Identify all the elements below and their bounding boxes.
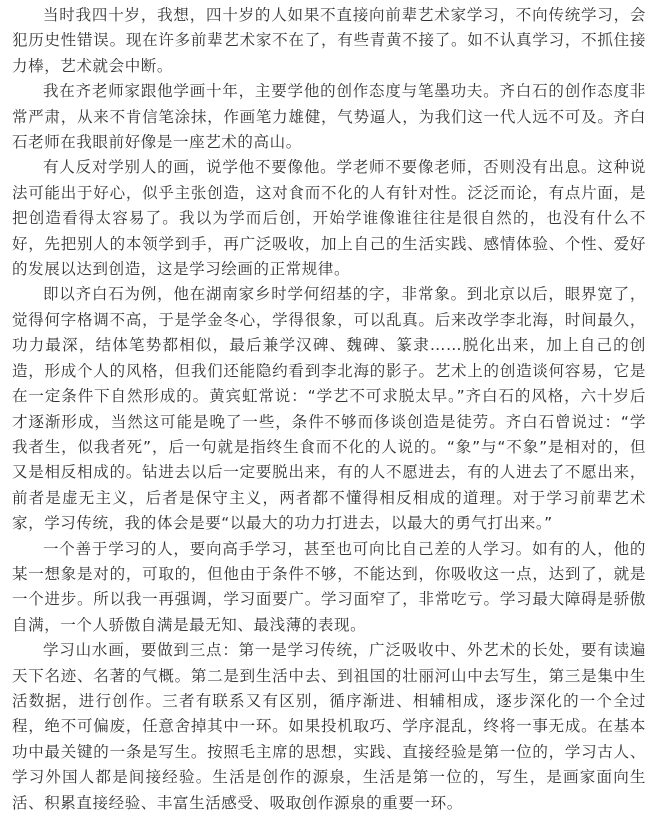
paragraph-1: 当时我四十岁，我想，四十岁的人如果不直接向前辈艺术家学习，不向传统学习，会犯历史性错误。现在许多前辈艺术家不在了，有些青黄不接了。如不认真学习，不抓住接力棒，艺术就会中断。 <box>12 6 646 75</box>
paragraph-5: 一个善于学习的人，要向高手学习，甚至也可向比自己差的人学习。如有的人，他的某一想象是对的，可取的，但他由于条件不够，不能达到，你吸收这一点，达到了，就是一个进步。所以我一再强调，学习面要广。学习面窄了，非常吃亏。学习最大障碍是骄傲自满，一个人骄傲自满是最无知、最浅薄的表现。 <box>12 539 646 634</box>
paragraph-4: 即以齐白石为例，他在湖南家乡时学何绍基的字，非常象。到北京以后，眼界宽了，觉得何字格调不高，于是学金冬心，学得很象，可以乱真。后来改学李北海，时间最久，功力最深，结体笔势都相似，最后兼学汉碑、魏碑、篆隶……脱化出来，加上自己的创造，形成个人的风格，但我们还能隐约看到李北海的影子。艺术上的创造谈何容易，它是在一定条件下自然形成的。黄宾虹常说：“学艺不可求脱太早。”齐白石的风格，六十岁后才逐渐形成，当然这可能是晚了一些，条件不够而侈谈创造是徒劳。齐白石曾说过：“学我者生，似我者死”，后一句就是指终生食而不化的人说的。“象”与“不象”是相对的，但又是相反相成的。钻进去以后一定要脱出来，有的人不愿进去，有的人进去了不愿出来，前者是虚无主义，后者是保守主义，两者都不懂得相反相成的道理。对于学习前辈艺术家，学习传统，我的体会是要“以最大的功力打进去，以最大的勇气打出来。” <box>12 285 646 533</box>
paragraph-6: 学习山水画，要做到三点：第一是学习传统，广泛吸收中、外艺术的长处，要有读遍天下名迹、名著的气概。第二是到生活中去、到祖国的壮丽河山中去写生，第三是集中生活数据，进行创作。三者有联系又有区别，循序渐进、相辅相成，逐步深化的一个全过程，绝不可偏废，任意舍掉其中一环。如果投机取巧、学序混乱，终将一事无成。在基本功中最关键的一条是写生。按照毛主席的思想，实践、直接经验是第一位的，学习古人、学习外国人都是间接经验。生活是创作的源泉，生活是第一位的，写生，是画家面向生活、积累直接经验、丰富生活感受、吸取创作源泉的重要一环。 <box>12 641 646 812</box>
paragraph-2: 我在齐老师家跟他学画十年，主要学他的创作态度与笔墨功夫。齐白石的创作态度非常严肃，从来不肯信笔涂抹，作画笔力雄健，气势逼人，为我们这一代人远不可及。齐白石老师在我眼前好像是一座艺术的高山。 <box>12 82 646 152</box>
paragraph-3: 有人反对学别人的画，说学他不要像他。学老师不要像老师，否则没有出息。这种说法可能出于好心，似乎主张创造，这对食而不化的人有针对性。泛泛而论，有点片面，是把创造看得太容易了。我以为学而后创，开始学谁像谁往往是很自然的，也没有什么不好，先把别人的本领学到手，再广泛吸收，加上自己的生活实践、感情体验、个性、爱好的发展以达到创造，这是学习绘画的正常规律。 <box>12 158 646 279</box>
